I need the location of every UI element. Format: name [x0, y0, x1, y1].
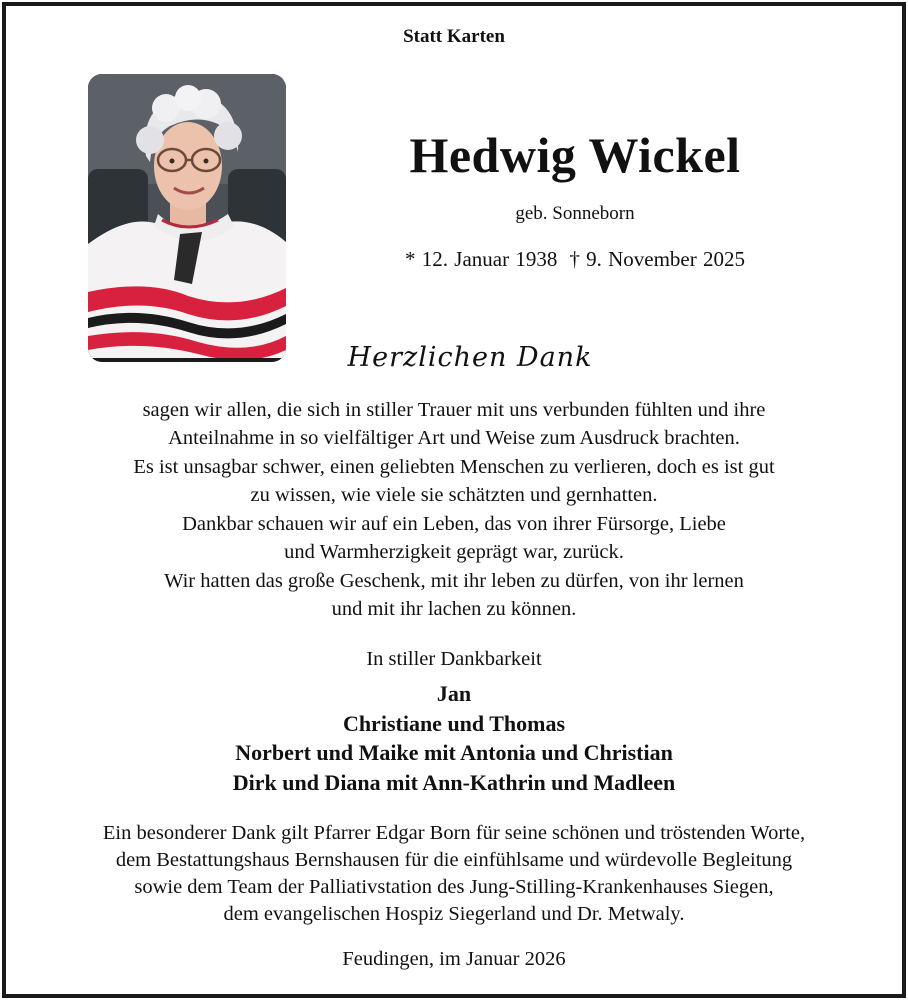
thanks-body: [30, 396, 878, 624]
body-line: Anteilnahme in so vielfältiger Art und Weise zum Ausdruck brachten.: [168, 427, 740, 449]
body-line: Es ist unsagbar schwer, einen geliebten Menschen zu verlieren, doch es ist gut: [133, 456, 775, 478]
thanks-title: Herzlichen Dank: [347, 342, 593, 373]
portrait-photo: [88, 74, 286, 362]
closing-phrase: In stiller Dankbarkeit: [366, 648, 542, 670]
birth-date: * 12. Januar 1938: [405, 247, 558, 271]
body-line: und Warmherzigkeit geprägt war, zurück.: [284, 541, 624, 563]
thanks-paragraph: [30, 396, 878, 452]
body-line: sagen wir allen, die sich in stiller Trauer mit uns verbunden fühlten und ihre: [142, 399, 766, 421]
family-line: Jan: [436, 681, 472, 706]
body-line: zu wissen, wie viele sie schätzten und gernhatten.: [250, 484, 658, 506]
body-line: und mit ihr lachen zu können.: [331, 598, 577, 620]
special-thanks-line: sowie dem Team der Palliativstation des Jung-Stilling-Krankenhauses Siegen,: [134, 876, 774, 898]
thanks-paragraph: [30, 453, 878, 509]
place-date: Feudingen, im Januar 2026: [342, 948, 566, 970]
deceased-name: Hedwig Wickel: [409, 127, 741, 183]
header-label: Statt Karten: [403, 26, 505, 47]
thanks-paragraph: [30, 510, 878, 566]
life-dates: [300, 247, 850, 272]
special-thanks-line: dem Bestattungshaus Bernshausen für die einfühlsame und würdevolle Begleitung: [115, 849, 793, 871]
thanks-paragraph: [30, 567, 878, 623]
body-line: Wir hatten das große Geschenk, mit ihr leben zu dürfen, von ihr lernen: [164, 570, 744, 592]
family-line: Norbert und Maike mit Antonia und Christian: [235, 740, 673, 765]
family-line: Christiane und Thomas: [342, 710, 566, 736]
family-line: Dirk und Diana mit Ann-Kathrin und Madleen: [232, 769, 676, 795]
body-line: Dankbar schauen wir auf ein Leben, das von ihrer Fürsorge, Liebe: [182, 513, 726, 535]
special-thanks: [30, 820, 878, 928]
special-thanks-line: dem evangelischen Hospiz Siegerland und Dr. Metwaly.: [223, 903, 685, 925]
death-date: † 9. November 2025: [569, 247, 745, 271]
special-thanks-line: Ein besonderer Dank gilt Pfarrer Edgar Born für seine schönen und tröstenden Worte,: [102, 822, 806, 844]
maiden-name: geb. Sonneborn: [515, 203, 635, 224]
family-names: [0, 679, 908, 797]
portrait-photo-icon: [88, 74, 286, 362]
